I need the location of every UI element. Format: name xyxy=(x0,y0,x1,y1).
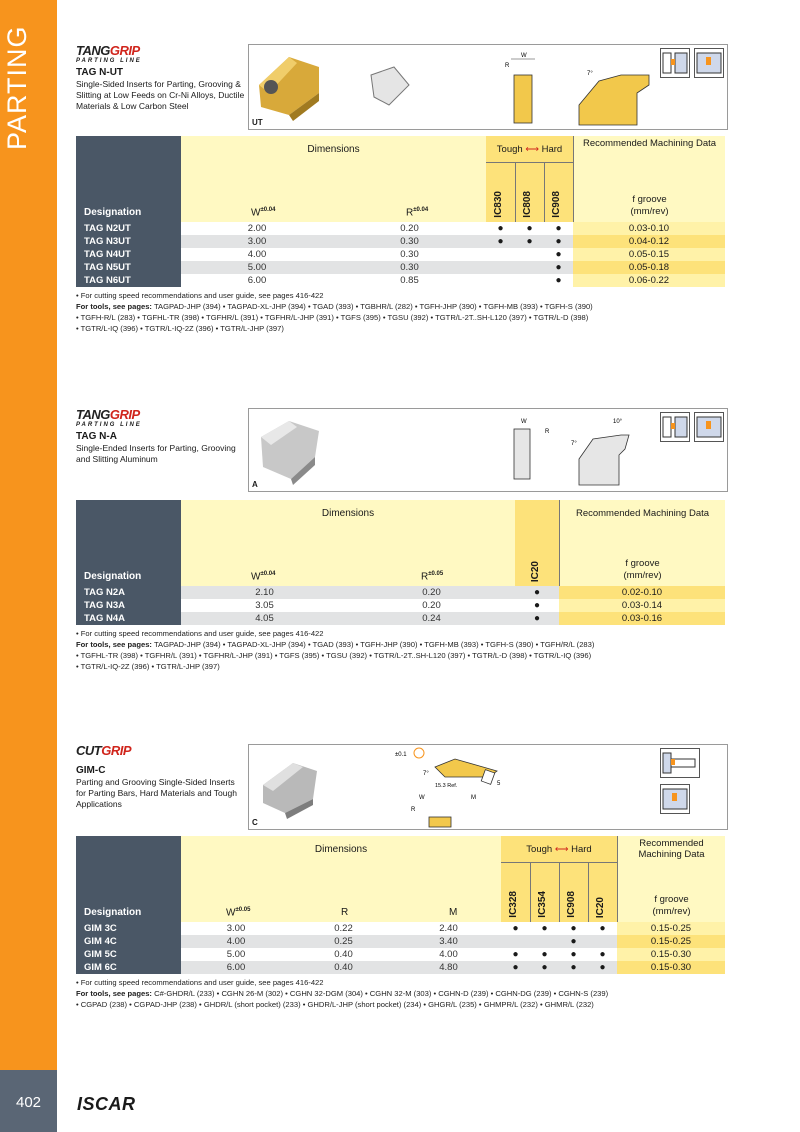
w-cell: 6.00 xyxy=(247,275,267,286)
r-header: $R^{\pm 0.05}$ xyxy=(421,570,444,582)
grade-cell: ● xyxy=(555,249,562,260)
tools-line: For tools, see pages: TAGPAD-JHP (394) • TAGPAD-XL-JHP (394) • TGAD (393) • TGFH-JHP (390) • TGFH-MB (393) • TGFH-S (390) • TGFH/R/L (283) xyxy=(76,640,595,649)
dimensions-header: Dimensions xyxy=(314,844,368,855)
f-groove-cell: 0.15-0.30 xyxy=(617,948,725,961)
insert-drawings xyxy=(249,409,729,493)
designation-cell: TAG N4A xyxy=(76,612,181,625)
table-row xyxy=(76,612,725,625)
f-groove-header: f groove (mm/rev) xyxy=(630,194,669,217)
f-groove-cell: 0.15-0.25 xyxy=(617,935,725,948)
grade-cell: ● xyxy=(570,949,577,960)
grade-cell: ● xyxy=(599,923,606,934)
svg-text:15.3 Ref.: 15.3 Ref. xyxy=(435,783,458,789)
recommended-data-header: Recommended Machining Data xyxy=(582,138,717,149)
grade-ic20: IC20 xyxy=(595,896,606,918)
grade-cell: ● xyxy=(533,613,541,624)
tools-line: For tools, see pages: TAGPAD-JHP (394) • TAGPAD-XL-JHP (394) • TGAD (393) • TGBHR/L (282) • TGFH-JHP (390) • TGFH-MB (393) • TGFH-S (390) xyxy=(76,302,593,311)
w-cell: 2.00 xyxy=(247,223,267,234)
svg-text:7°: 7° xyxy=(587,71,593,77)
table-row xyxy=(76,222,725,235)
r-cell: 0.30 xyxy=(400,236,419,247)
r-cell: 0.20 xyxy=(422,587,441,598)
table-row xyxy=(76,948,725,961)
designation-cell: TAG N2A xyxy=(76,586,181,599)
svg-text:7°: 7° xyxy=(423,771,429,777)
grade-cell: ● xyxy=(570,936,577,947)
grade-ic328: IC328 xyxy=(508,891,519,918)
w-cell: 5.00 xyxy=(247,262,267,273)
section-label: PARTING xyxy=(2,25,32,150)
table-row xyxy=(76,274,725,287)
grade-cell: ● xyxy=(533,587,541,598)
product-description: Single-Sided Inserts for Parting, Grooving & Slitting at Low Feeds on Cr-Ni Alloys, Ductile Materials & Low Carbon Steel xyxy=(76,79,245,111)
r-cell: 0.22 xyxy=(334,923,353,934)
grade-cell: ● xyxy=(533,600,541,611)
grade-cell xyxy=(515,274,544,287)
grade-cell: ● xyxy=(497,236,504,247)
application-icon-grooving xyxy=(694,412,724,442)
svg-text:7°: 7° xyxy=(571,441,577,447)
application-icon-parting xyxy=(660,48,690,78)
grade-cell xyxy=(588,935,617,948)
grade-cell xyxy=(486,274,515,287)
speed-note: • For cutting speed recommendations and user guide, see pages 416-422 xyxy=(76,629,324,638)
tools-line: • TGFHL-TR (398) • TGFHR/L (391) • TGFHR/L-JHP (391) • TGFS (395) • TGSU (392) • TGTR/L-2T..SH-L120 (397) • TGTR/L-D (398) • TGTR/L-IQ (396) xyxy=(76,651,592,660)
logo-subtitle: PARTING LINE xyxy=(76,58,142,64)
table-row xyxy=(76,235,725,248)
r-cell: 0.85 xyxy=(400,275,419,286)
insert-drawings xyxy=(249,45,729,131)
w-cell: 4.05 xyxy=(255,613,274,624)
svg-text:R: R xyxy=(545,429,550,435)
top-view-drawing xyxy=(505,53,535,123)
tools-line: • CGPAD (238) • CGPAD-JHP (238) • GHDR/L (short pocket) (233) • GHDR/L-JHP (short pocket) (234) • GHGR/L (235) • GHMPR/L (232) • GHMR/L (232) xyxy=(76,1000,594,1009)
grade-ic908: IC908 xyxy=(551,191,562,218)
w-header: $W^{\pm 0.04}$ xyxy=(251,206,276,218)
w-cell: 3.00 xyxy=(247,236,267,247)
svg-text:W: W xyxy=(521,419,527,425)
f-groove-cell: 0.15-0.25 xyxy=(617,922,725,935)
table-row xyxy=(76,261,725,274)
product-image-box xyxy=(248,744,728,830)
r-cell: 0.30 xyxy=(400,262,419,273)
r-cell: 0.30 xyxy=(400,249,419,260)
specs-table xyxy=(76,500,725,625)
grade-cell xyxy=(486,261,515,274)
r-header: $R^{\pm 0.04}$ xyxy=(406,206,429,218)
grade-cell xyxy=(530,935,559,948)
top-view-drawing xyxy=(514,419,550,479)
designation-cell: TAG N4UT xyxy=(76,248,181,261)
side-view-drawing xyxy=(579,71,649,125)
grade-ic354: IC354 xyxy=(537,891,548,918)
product-image-box xyxy=(248,408,728,492)
tanggrip-logo: TANGGRIP xyxy=(76,407,140,422)
r-cell: 0.20 xyxy=(422,600,441,611)
w-header: $W^{\pm 0.04}$ xyxy=(251,570,276,582)
product-description: Single-Ended Inserts for Parting, Grooving and Slitting Aluminum xyxy=(76,443,236,464)
insert-sketch xyxy=(371,67,409,105)
table-row xyxy=(76,586,725,599)
r-cell: 0.40 xyxy=(334,949,353,960)
svg-text:W: W xyxy=(419,795,425,801)
m-cell: 2.40 xyxy=(439,923,458,934)
f-groove-header: f groove (mm/rev) xyxy=(623,558,662,581)
w-cell: 3.05 xyxy=(255,600,274,611)
designation-cell: TAG N6UT xyxy=(76,274,181,287)
insert-side-drawing xyxy=(395,748,501,827)
grade-cell xyxy=(515,248,544,261)
table-row xyxy=(76,599,725,612)
application-icon-parting-bar xyxy=(660,748,700,778)
insert-photo xyxy=(261,421,319,485)
designation-cell: TAG N5UT xyxy=(76,261,181,274)
svg-text:M: M xyxy=(471,795,476,801)
table-row xyxy=(76,922,725,935)
tools-line: • TGTR/L-IQ-2Z (396) • TGTR/L-JHP (397) xyxy=(76,662,220,671)
m-header: M xyxy=(449,907,458,918)
specs-table xyxy=(76,136,725,287)
specs-table xyxy=(76,836,725,974)
r-header: R xyxy=(341,907,349,918)
tools-line: • TGFH-R/L (283) • TGFHL-TR (398) • TGFHR/L (391) • TGFHR/L-JHP (391) • TGFS (395) • TGSU (392) • TGTR/L-2T..SH-L120 (397) • TGTR/L-D (398) xyxy=(76,313,589,322)
recommended-data-header: Recommended Machining Data xyxy=(575,508,710,519)
product-header xyxy=(76,744,246,810)
grade-cell: ● xyxy=(512,949,519,960)
grade-cell: ● xyxy=(570,962,577,973)
m-cell: 4.00 xyxy=(439,949,458,960)
tough-hard-header: Tough ⟷ Hard xyxy=(496,144,563,155)
f-groove-cell: 0.06-0.22 xyxy=(573,274,725,287)
grade-cell: ● xyxy=(599,949,606,960)
f-groove-header: f groove (mm/rev) xyxy=(652,894,691,917)
designation-cell: GIM 5C xyxy=(76,948,181,961)
notes xyxy=(76,628,725,672)
designation-header: Designation xyxy=(76,136,181,222)
r-cell: 0.24 xyxy=(422,613,441,624)
f-groove-cell: 0.05-0.18 xyxy=(573,261,725,274)
designation-cell: TAG N3UT xyxy=(76,235,181,248)
f-groove-cell: 0.03-0.16 xyxy=(559,612,725,625)
designation-cell: GIM 4C xyxy=(76,935,181,948)
image-tag: C xyxy=(252,818,258,827)
brand-name: ISCAR xyxy=(77,1094,136,1114)
dimensions-header: Dimensions xyxy=(321,508,375,519)
grade-cell: ● xyxy=(570,923,577,934)
grade-cell xyxy=(501,935,530,948)
f-groove-cell: 0.05-0.15 xyxy=(573,248,725,261)
tanggrip-logo: TANGGRIP xyxy=(76,43,140,58)
grade-ic830: IC830 xyxy=(493,191,504,218)
w-header: $W^{\pm 0.05}$ xyxy=(226,906,251,918)
grade-cell: ● xyxy=(555,236,562,247)
svg-text:10°: 10° xyxy=(613,419,623,425)
svg-text:W: W xyxy=(521,53,527,59)
r-cell: 0.25 xyxy=(334,936,353,947)
section-tag-n-ut xyxy=(76,44,725,344)
designation-cell: GIM 6C xyxy=(76,961,181,974)
dimensions-header: Dimensions xyxy=(307,144,360,155)
insert-photo xyxy=(259,57,319,121)
section-gim-c xyxy=(76,744,725,1024)
designation-cell: TAG N2UT xyxy=(76,222,181,235)
m-cell: 3.40 xyxy=(439,936,458,947)
tools-line: For tools, see pages: C#-GHDR/L (233) • CGHN 26-M (302) • CGHN 32-DGM (304) • CGHN 32-M (303) • CGHN-D (239) • CGHN-DG (239) • CGHN-S (239) xyxy=(76,989,609,998)
r-cell: 0.40 xyxy=(334,962,353,973)
w-cell: 5.00 xyxy=(226,949,246,960)
section-tag-n-a xyxy=(76,408,725,678)
grade-ic20: IC20 xyxy=(530,560,541,582)
application-icon-grooving xyxy=(660,784,690,814)
grade-cell: ● xyxy=(512,962,519,973)
w-cell: 4.00 xyxy=(226,936,246,947)
r-cell: 0.20 xyxy=(400,223,419,234)
w-cell: 3.00 xyxy=(226,923,246,934)
svg-text:R: R xyxy=(411,807,416,813)
grade-ic808: IC808 xyxy=(522,191,533,218)
grade-cell: ● xyxy=(541,962,548,973)
grade-cell: ● xyxy=(555,275,562,286)
grade-cell xyxy=(515,261,544,274)
notes xyxy=(76,977,725,1010)
product-name: TAG N-A xyxy=(76,431,117,442)
grade-cell: ● xyxy=(541,949,548,960)
grade-cell: ● xyxy=(526,236,533,247)
grade-ic908: IC908 xyxy=(566,891,577,918)
f-groove-cell: 0.02-0.10 xyxy=(559,586,725,599)
grade-cell: ● xyxy=(526,223,533,234)
grade-cell: ● xyxy=(555,262,562,273)
notes xyxy=(76,290,725,334)
insert-photo xyxy=(263,763,317,819)
application-icon-grooving xyxy=(694,48,724,78)
w-cell: 6.00 xyxy=(226,962,246,973)
grade-cell: ● xyxy=(512,923,519,934)
side-view-drawing xyxy=(571,419,629,485)
table-row xyxy=(76,961,725,974)
product-name: TAG N-UT xyxy=(76,67,124,78)
w-cell: 4.00 xyxy=(247,249,267,260)
table-row xyxy=(76,935,725,948)
product-header xyxy=(76,408,246,465)
product-name: GIM-C xyxy=(76,765,106,776)
tools-line: • TGTR/L-IQ (396) • TGTR/L-IQ-2Z (396) • TGTR/L-JHP (397) xyxy=(76,324,284,333)
svg-text:5: 5 xyxy=(497,781,501,787)
insert-drawings xyxy=(249,745,729,831)
f-groove-cell: 0.03-0.14 xyxy=(559,599,725,612)
svg-text:±0.1: ±0.1 xyxy=(395,752,407,758)
sidebar xyxy=(0,0,57,1132)
product-header xyxy=(76,44,246,112)
grade-cell: ● xyxy=(497,223,504,234)
product-description: Parting and Grooving Single-Sided Inserts for Parting Bars, Hard Materials and Tough Applications xyxy=(76,777,237,809)
m-cell: 4.80 xyxy=(439,962,458,973)
tough-hard-header: Tough ⟷ Hard xyxy=(526,844,592,855)
speed-note: • For cutting speed recommendations and user guide, see pages 416-422 xyxy=(76,291,324,300)
designation-cell: GIM 3C xyxy=(76,922,181,935)
cutgrip-logo: CUTGRIP xyxy=(76,743,132,758)
designation-header: Designation xyxy=(76,836,181,922)
grade-cell: ● xyxy=(541,923,548,934)
grade-cell: ● xyxy=(555,223,562,234)
image-tag: A xyxy=(252,480,258,489)
designation-header: Designation xyxy=(76,500,181,586)
logo-subtitle: PARTING LINE xyxy=(76,422,142,428)
w-cell: 2.10 xyxy=(255,587,274,598)
application-icon-parting xyxy=(660,412,690,442)
f-groove-cell: 0.04-0.12 xyxy=(573,235,725,248)
f-groove-cell: 0.03-0.10 xyxy=(573,222,725,235)
table-row xyxy=(76,248,725,261)
grade-cell xyxy=(486,248,515,261)
svg-text:R: R xyxy=(505,63,510,69)
image-tag: UT xyxy=(252,118,263,127)
grade-cell: ● xyxy=(599,962,606,973)
product-image-box xyxy=(248,44,728,130)
speed-note: • For cutting speed recommendations and user guide, see pages 416-422 xyxy=(76,978,324,987)
f-groove-cell: 0.15-0.30 xyxy=(617,961,725,974)
designation-cell: TAG N3A xyxy=(76,599,181,612)
recommended-data-header: Recommended Machining Data xyxy=(638,838,705,860)
page-number: 402 xyxy=(15,1094,42,1111)
